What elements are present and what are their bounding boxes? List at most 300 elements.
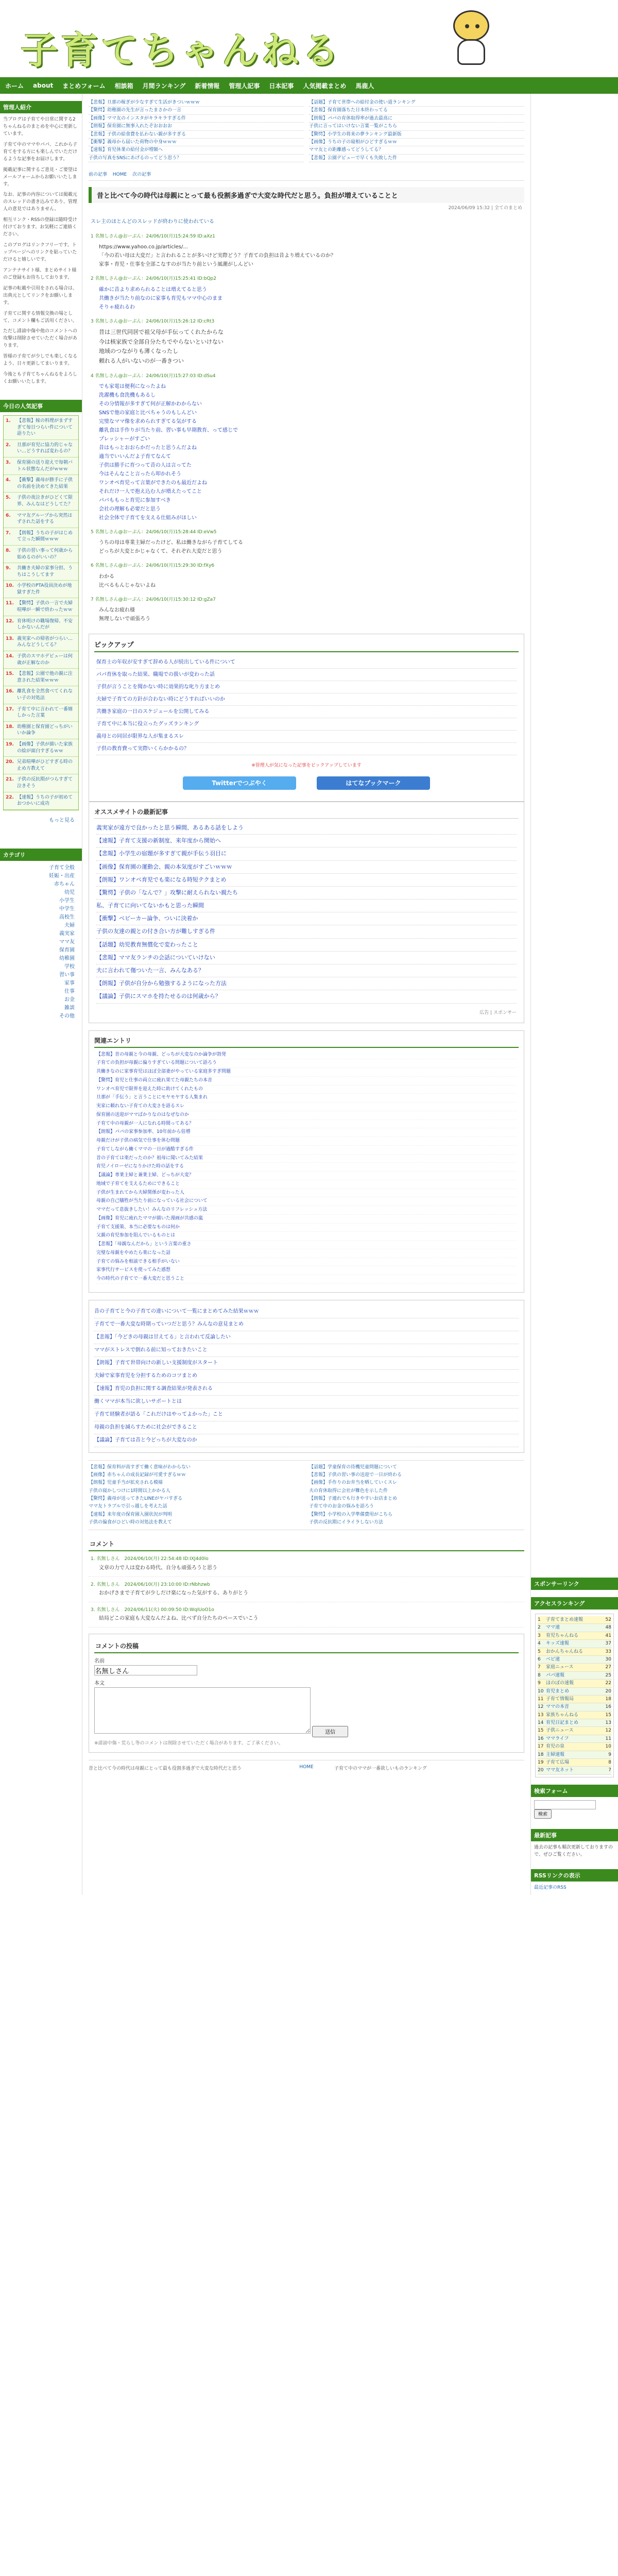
category-item[interactable]: 中学生: [59, 906, 75, 912]
recommended-link[interactable]: 【悲報】ママ友ランチの会話についていけない: [96, 952, 517, 964]
access-rank-number: 10: [538, 1688, 544, 1694]
access-rank-site[interactable]: ママ友ネット: [546, 1768, 574, 1773]
access-rank-site[interactable]: 育児ちゃんねる: [546, 1633, 579, 1638]
related-link[interactable]: 子育て支援策、本当に必要なものは何か: [96, 1224, 517, 1232]
access-ranking-item[interactable]: [538, 1751, 611, 1759]
ad-link[interactable]: ママ友トラブルで引っ越しを考えた話: [89, 1504, 167, 1510]
related-link[interactable]: 子育て中の母親が一人になれる時間ってある？: [96, 1120, 517, 1129]
prev-link[interactable]: 前の記事: [89, 172, 108, 178]
related-link[interactable]: 共働きなのに家事育児はほぼ全部妻がやっている家庭多すぎ問題: [96, 1068, 517, 1077]
access-rank-site[interactable]: ママライフ: [546, 1736, 569, 1741]
response-line: 地域のつながりも薄くなったし: [99, 348, 178, 355]
ad-link[interactable]: 【驚愕】小学校の入学準備費用がこちら: [309, 1512, 393, 1517]
ranking-title[interactable]: 子供の習い事って何歳から始めるのがいいの？: [17, 548, 73, 560]
related-link[interactable]: 地域で子育てを支えるためにできること: [96, 1180, 517, 1189]
response-list: [89, 230, 524, 626]
ad-link[interactable]: 【画像】手作りのお弁当を晒していくスレ: [309, 1480, 398, 1486]
access-ranking-item[interactable]: [538, 1696, 611, 1703]
access-rank-number: 20: [538, 1768, 544, 1773]
ad-link[interactable]: 【衝撃】義母から届いた荷物の中身ｗｗｗ: [89, 139, 304, 146]
response-line: 「今の若い母は大変だ」と言われることが多いけど実際どう？子育ての負担は昔より増えているのか？: [99, 253, 336, 259]
ranking-item[interactable]: [4, 598, 78, 616]
access-rank-site[interactable]: 育児まとめ: [546, 1688, 570, 1694]
response-line: 頼れる人がいないのが一番きつい: [99, 358, 184, 365]
related-link[interactable]: 【悲報】「母親なんだから」という言葉の重さ: [96, 1241, 517, 1249]
footer-home-link[interactable]: HOME: [299, 1765, 314, 1770]
pickup-link[interactable]: 子供が言うことを聞かない時に効果的な叱り方まとめ: [96, 681, 517, 693]
related-link[interactable]: 保育園の送迎がママばかりなのはなぜなのか: [96, 1111, 517, 1120]
category-item[interactable]: その他: [59, 1013, 75, 1019]
ranking-item[interactable]: [4, 704, 78, 722]
highlight-link[interactable]: 【悲報】「今どきの母親は甘えてる」と言われて反論したい: [94, 1331, 519, 1344]
highlight-link[interactable]: 母親の負担を減らすために社会ができること: [94, 1421, 519, 1434]
nav-item[interactable]: 馬鹿人: [355, 82, 374, 90]
category-item[interactable]: お金: [64, 996, 75, 1003]
ranking-item[interactable]: [4, 739, 78, 757]
related-link[interactable]: 【画像】育児に疲れたママが描いた漫画が共感の嵐: [96, 1215, 517, 1224]
nav-item[interactable]: 相談箱: [114, 82, 133, 90]
ad-link[interactable]: 【悲報】旦那の稼ぎが少なすぎて生活がきついｗｗｗ: [89, 99, 304, 107]
comment-item: [89, 1577, 524, 1602]
ranking-number: 6.: [6, 513, 11, 518]
recommended-link[interactable]: 【朗報】子供が自分から勉強するようになった方法: [96, 977, 517, 990]
ranking-title[interactable]: 【衝撃】義母が勝手に子供の名前を決めてきた結果: [17, 478, 73, 489]
share-buttons: [94, 770, 519, 796]
category-item[interactable]: 仕事: [64, 988, 75, 994]
related-highlight-box: [89, 1300, 524, 1453]
related-link[interactable]: 【議論】専業主婦と兼業主婦、どっちが大変？: [96, 1172, 517, 1180]
recommended-link[interactable]: 私、子育てに向いてないかもと思った瞬間: [96, 900, 517, 912]
category-item[interactable]: 妊娠・出産: [49, 873, 75, 879]
search-form: [531, 1797, 618, 1822]
comment-item: [89, 1551, 524, 1577]
ad-link[interactable]: 【驚愕】小学生の将来の夢ランキング最新版: [309, 131, 524, 139]
pickup-link[interactable]: パパ育休を取った結果、職場での扱いが変わった話: [96, 669, 517, 681]
access-rank-number: 1: [538, 1617, 541, 1622]
nav-item[interactable]: 新着情報: [195, 82, 220, 90]
response-body: [91, 243, 522, 269]
ad-link[interactable]: 夫の育休取得に会社が難色を示した件: [309, 1488, 388, 1494]
category-item[interactable]: 赤ちゃん: [54, 881, 75, 887]
category-heading: カテゴリ: [0, 849, 82, 861]
ranking-title[interactable]: 育休明けの職場復帰、不安しかないんだが: [17, 618, 73, 631]
related-link[interactable]: 母親だけが子供の病気で仕事を休む問題: [96, 1137, 517, 1146]
ranking-item[interactable]: [4, 792, 78, 810]
highlight-link[interactable]: 夫婦で家事育児を分担するためのコツまとめ: [94, 1370, 519, 1383]
article-source[interactable]: スレ主のほとんどのスレッドが終わりに使われている: [91, 219, 214, 225]
access-rank-number: 11: [538, 1696, 544, 1702]
related-link[interactable]: 子育ての悩みを相談できる相手がいない: [96, 1258, 517, 1267]
pickup-link[interactable]: 夫婦で子育ての方針が合わない時にどうすればいいのか: [96, 693, 517, 706]
ranking-item[interactable]: [4, 546, 78, 563]
related-link[interactable]: 昔の子育ては楽だったのか？祖母に聞いてみた結果: [96, 1155, 517, 1163]
nav-item[interactable]: 管理人記事: [229, 82, 260, 90]
profile-paragraph: 当ブログは子育てや日常に関する2ちゃんねるのまとめを中心に更新しています。: [3, 117, 78, 137]
recommended-link[interactable]: 【画像】保育園の運動会、親の本気度がすごいｗｗｗ: [96, 861, 517, 874]
access-ranking-item[interactable]: [538, 1743, 611, 1751]
pickup-link[interactable]: 子供の教育費って実際いくらかかるの？: [96, 743, 517, 755]
access-ranking-item[interactable]: [538, 1656, 611, 1664]
related-link[interactable]: ワンオペ育児で限界を迎えた時に助けてくれたもの: [96, 1086, 517, 1094]
access-rank-site[interactable]: 家庭ニュース: [546, 1665, 574, 1670]
pickup-box: [89, 634, 524, 802]
top-ad-links: [89, 94, 524, 167]
comment-body: 文章の力で人は変わる時代、自分も頑張ろうと思う: [99, 1565, 217, 1571]
access-rank-count: 9: [608, 1752, 611, 1757]
ranking-item[interactable]: [4, 686, 78, 704]
right-sidebar: [530, 94, 618, 1895]
category-item[interactable]: 幼稚園: [59, 955, 75, 961]
access-rank-number: 7: [538, 1665, 541, 1670]
access-rank-site[interactable]: キッズ速報: [546, 1641, 569, 1647]
hatena-bookmark-button[interactable]: はてなブックマーク: [317, 776, 430, 790]
access-ranking-item[interactable]: [538, 1640, 611, 1648]
comment-body-input[interactable]: [94, 1687, 311, 1734]
response-item: [89, 369, 524, 526]
category-item[interactable]: 家事: [64, 980, 75, 986]
access-ranking-item[interactable]: [538, 1632, 611, 1640]
category-item[interactable]: 幼児: [64, 889, 75, 895]
access-rank-count: 37: [605, 1641, 611, 1647]
category-item[interactable]: 学校: [64, 963, 75, 970]
ranking-item[interactable]: [4, 616, 78, 634]
access-rank-site[interactable]: 育児の泉: [546, 1744, 565, 1750]
access-ranking-item[interactable]: [538, 1688, 611, 1696]
response-line: それだけ一人で抱え込む人が増えたってこと: [99, 489, 202, 495]
response-item: [89, 230, 524, 272]
mascot-icon: [448, 10, 494, 67]
highlight-link[interactable]: 【朗報】子育て世帯向けの新しい支援制度がスタート: [94, 1357, 519, 1370]
rss-link[interactable]: 最近記事のRSS: [534, 1885, 566, 1890]
access-ranking-item[interactable]: [538, 1648, 611, 1656]
recommended-link[interactable]: 【朗報】ワンオペ育児でも楽になる時短テクまとめ: [96, 874, 517, 887]
ad-link[interactable]: 【画像】うちの子の寝相がひどすぎるｗｗ: [309, 139, 524, 146]
related-link[interactable]: 【悲報】昔の母親と今の母親、どっちが大変なのか論争が勃発: [96, 1051, 517, 1060]
access-ranking-item[interactable]: [538, 1735, 611, 1743]
ranking-title[interactable]: 【悲報】嫁の料理がまずすぎて毎日つらい件について語りたい: [17, 418, 73, 437]
related-link[interactable]: 【朗報】パパの家事参加率、10年前から倍増: [96, 1128, 517, 1137]
ad-link[interactable]: 【朗報】児童手当が拡充される模様: [89, 1480, 163, 1486]
ranking-number: 17.: [6, 706, 14, 712]
access-rank-count: 10: [605, 1744, 611, 1750]
footer-prev-link[interactable]: 昔と比べて今の時代は母親にとって最も役割多過ぎで大変な時代だと思う: [89, 1766, 242, 1772]
ad-link[interactable]: 子供の寝かしつけに1時間以上かかる人: [89, 1488, 170, 1494]
ranking-item[interactable]: [4, 440, 78, 457]
ad-link[interactable]: 【悲報】保育料が高すぎて働く意味がわからない: [89, 1464, 191, 1470]
ranking-title[interactable]: 【速報】うちの子が初めておつかいに成功: [17, 794, 73, 807]
recommended-link[interactable]: 夫に言われて傷ついた一言、みんなある？: [96, 964, 517, 977]
response-line: 昔はもっとおおらかだったと思うんだよね: [99, 445, 197, 451]
comment-header: 1. 名無しさん 2024/06/10(月) 22:54:48 ID:IXJ4d0lo: [91, 1556, 209, 1562]
highlight-link[interactable]: 子育てで一番大変な時期っていつだと思う？みんなの意見まとめ: [94, 1318, 519, 1331]
highlight-link[interactable]: 昔の子育てと今の子育ての違いについて一覧にまとめてみた結果ｗｗｗ: [94, 1306, 519, 1318]
response-line: 離乳食は手作りが当たり前、習い事も早期教育、って感じで: [99, 428, 238, 434]
access-rank-site[interactable]: 子育て情報局: [546, 1696, 574, 1702]
profile-paragraph: 今後とも子育てちゃんねるをよろしくお願いいたします。: [3, 372, 78, 385]
access-rank-site[interactable]: おかんちゃんねる: [546, 1649, 583, 1654]
ranking-item[interactable]: [4, 528, 78, 546]
ranking-title[interactable]: 【驚愕】子供の一言で夫婦喧嘩が一瞬で終わったｗｗ: [17, 601, 73, 613]
nav-item[interactable]: ホーム: [5, 82, 24, 90]
access-rank-number: 15: [538, 1728, 544, 1734]
ranking-title[interactable]: 子供の反抗期がつらすぎて泣きそう: [17, 777, 73, 789]
access-rank-count: 16: [605, 1704, 611, 1710]
ranking-item[interactable]: [4, 457, 78, 475]
ad-link[interactable]: 【朗報】子連れでも行きやすいお店まとめ: [309, 1496, 398, 1502]
access-ranking-item[interactable]: [538, 1703, 611, 1711]
access-rank-site[interactable]: ほのぼの速報: [546, 1681, 574, 1686]
access-rank-site[interactable]: 子供ニュース: [546, 1728, 574, 1734]
pickup-link[interactable]: 子育て中に本当に役立ったグッズランキング: [96, 718, 517, 731]
ranking-item[interactable]: [4, 722, 78, 739]
ad-link[interactable]: 【朗報】パパの育休取得率が過去最高に: [309, 115, 524, 123]
recommended-link[interactable]: 【驚愕】子供の「なんで？」攻撃に耐えられない親たち: [96, 887, 517, 900]
ranking-title[interactable]: 保育園の送り迎えで毎朝バトル状態なんだがｗｗｗ: [17, 460, 73, 472]
highlight-link[interactable]: ママがストレスで倒れる前に知っておきたいこと: [94, 1344, 519, 1357]
ranking-title[interactable]: 子供の夜泣きがひどくて限界、みんなはどうしてた？: [17, 495, 73, 507]
ranking-title[interactable]: 旦那が育児に協力的じゃない…どうすれば変わるの？: [17, 442, 73, 454]
comment-form: [89, 1634, 524, 1753]
profile-text: [0, 113, 82, 393]
profile-paragraph: アンテナサイト様、まとめサイト様のご登録もお待ちしております。: [3, 267, 77, 280]
ad-link[interactable]: 【朗報】保育園に無事入れたぞおおおお: [89, 123, 304, 130]
access-rank-number: 9: [538, 1681, 541, 1686]
access-rank-count: 48: [605, 1625, 611, 1631]
ad-link[interactable]: 【悲報】保育園落ちた日本終わってる: [309, 107, 524, 114]
related-link[interactable]: 父親の育児参加を阻んでいるものとは: [96, 1232, 517, 1241]
related-link[interactable]: 子供が生まれてから夫婦関係が変わった人: [96, 1189, 517, 1198]
ad-link[interactable]: 【悲報】子供の習い事の送迎で一日が終わる: [309, 1472, 402, 1478]
ranking-heading: 今日の人気記事: [0, 400, 82, 412]
ad-link[interactable]: 【悲報】公園デビューで早くも失敗した件: [309, 155, 524, 162]
recommended-link[interactable]: 【話題】幼児教育無償化で変わったこと: [96, 939, 517, 952]
ranking-title[interactable]: 子供のスマホデビューは何歳が正解なのか: [17, 654, 73, 666]
access-ranking-item[interactable]: [538, 1767, 611, 1774]
ranking-item[interactable]: [4, 774, 78, 792]
access-rank-site[interactable]: ママの本音: [546, 1704, 570, 1710]
footer-next-link[interactable]: 子育て中のママが一番欲しいものランキング: [334, 1766, 427, 1772]
related-link[interactable]: 子育てしながら働くママの一日が過酷すぎる件: [96, 1146, 517, 1155]
ranking-item[interactable]: [4, 651, 78, 669]
related-link[interactable]: 母親の自己犠牲が当たり前になっている社会について: [96, 1197, 517, 1206]
ranking-number: 5.: [6, 495, 11, 501]
ranking-item[interactable]: [4, 416, 78, 440]
ranking-item[interactable]: [4, 493, 78, 510]
pickup-link[interactable]: 共働き家庭の一日のスケジュールを公開してみる: [96, 706, 517, 718]
category-item[interactable]: 習い事: [59, 972, 75, 978]
ranking-title[interactable]: 【画像】子供が描いた家族の絵が面白すぎるｗｗ: [17, 741, 73, 754]
name-input[interactable]: [94, 1665, 197, 1675]
comment-header: 3. 名無しさん 2024/06/11(火) 00:09:50 ID:WqIUoO1o: [91, 1607, 214, 1613]
recommended-link[interactable]: 【議論】子供にスマホを持たせるのは何歳から？: [96, 990, 517, 1003]
related-link[interactable]: 実家に頼れない子育ての大変さを語るスレ: [96, 1103, 517, 1111]
access-rank-site[interactable]: 子育て広場: [546, 1760, 570, 1766]
ad-link[interactable]: 【話題】学童保育の待機児童問題について: [309, 1464, 397, 1470]
category-item[interactable]: 保育園: [59, 947, 75, 953]
access-ranking-item[interactable]: [538, 1624, 611, 1632]
ad-link[interactable]: 子供の反抗期にイライラしない方法: [309, 1519, 383, 1525]
ranking-title[interactable]: ママ友グループから突然はずされた話をする: [17, 513, 73, 525]
nav-item[interactable]: about: [33, 82, 54, 89]
ad-link[interactable]: 【話題】子育て世帯への給付金の使い道ランキング: [309, 99, 524, 107]
access-ranking-list: [535, 1614, 614, 1777]
submit-button[interactable]: 送信: [312, 1726, 348, 1737]
access-ranking-item[interactable]: [538, 1664, 611, 1671]
access-rank-site[interactable]: ベビ速: [546, 1656, 560, 1662]
ranking-item[interactable]: [4, 475, 78, 493]
ranking-item[interactable]: [4, 563, 78, 581]
highlight-link[interactable]: 働くママが本当に欲しいサポートとは: [94, 1396, 519, 1409]
access-ranking-item[interactable]: [538, 1727, 611, 1735]
nav-item[interactable]: 日本記事: [269, 82, 294, 90]
recommended-link[interactable]: 義実家が遠方で良かったと思う瞬間、あるある話をしよう: [96, 822, 517, 835]
comment-body: 結局どこの家庭も大変なんだよね、比べず自分たちのペースでいこう: [99, 1616, 259, 1622]
highlight-link[interactable]: 【議論】子育ては昔と今どっちが大変なのか: [94, 1434, 519, 1447]
access-ranking-item[interactable]: [538, 1616, 611, 1624]
ranking-item[interactable]: [4, 634, 78, 651]
response-line: SNSで他の家庭と比べちゃうのもしんどい: [99, 410, 197, 416]
access-rank-count: 18: [605, 1696, 611, 1702]
highlight-link[interactable]: 【速報】育児の負担に関する調査結果が発表される: [94, 1383, 519, 1396]
related-link[interactable]: 育児ノイローゼになりかけた時の話をする: [96, 1163, 517, 1172]
highlight-link[interactable]: 子育て経験者が語る「これだけはやってよかった」こと: [94, 1409, 519, 1421]
comment-form-heading: コメントの投稿: [94, 1639, 519, 1653]
response-line: 子供は勝手に育つって昔の人は言ってた: [99, 463, 192, 469]
response-header: 5 名無しさん@おーぷん：24/06/10(月)15:28:44 ID:eVw5: [91, 530, 217, 535]
related-link[interactable]: 今の時代の子育てで一番大変だと思うこと: [96, 1275, 517, 1284]
access-rank-count: 41: [605, 1633, 611, 1638]
access-rank-count: 12: [605, 1728, 611, 1734]
ad-link[interactable]: 【画像】赤ちゃんの成長記録が可愛すぎるｗｗ: [89, 1472, 186, 1478]
ranking-title[interactable]: 【朗報】うちの子がはじめて立った瞬間ｗｗｗ: [17, 530, 73, 543]
access-rank-site[interactable]: 家族ちゃんねる: [546, 1712, 579, 1718]
recommended-link[interactable]: 子供の友達の親との付き合い方が難しすぎる件: [96, 925, 517, 938]
response-header: 2 名無しさん@おーぷん：24/06/10(月)15:25:41 ID:bQp2: [91, 276, 216, 282]
response-line: 昔は三世代同居で祖父母が手伝ってくれたからな: [99, 329, 224, 336]
access-rank-number: 6: [538, 1656, 541, 1662]
ad-link[interactable]: 子供の偏食がひどい時の対処法を教えて: [89, 1519, 173, 1525]
access-rank-site[interactable]: 主婦速報: [546, 1752, 565, 1757]
more-link[interactable]: もっと見る: [49, 817, 75, 823]
response-line: 社会全体で子育てを支える仕組みがほしい: [99, 515, 197, 521]
profile-paragraph: このブログはリンクフリーです。トップページへのリンクを貼っていただけると嬉しいです。: [3, 243, 77, 262]
ad-link[interactable]: 【画像】ママ友のインスタがキラキラすぎる件: [89, 115, 304, 123]
recommended-link[interactable]: 【速報】子育て支援の新制度、来年度から開始へ: [96, 835, 517, 848]
access-ranking-item[interactable]: [538, 1719, 611, 1727]
access-ranking-item[interactable]: [538, 1672, 611, 1680]
access-ranking-item[interactable]: [538, 1711, 611, 1719]
related-link[interactable]: ママだって息抜きしたい！みんなのリフレッシュ方法: [96, 1206, 517, 1215]
ad-link[interactable]: ママ友との距離感ってどうしてる？: [309, 146, 524, 154]
category-item[interactable]: 高校生: [59, 914, 75, 920]
access-rank-count: 8: [608, 1760, 611, 1766]
ranking-title[interactable]: 兄弟喧嘩がひどすぎる時の止め方教えて: [17, 759, 73, 771]
article-date: 2024/06/09 15:32 | 全てのまとめ: [448, 206, 522, 211]
ad-link[interactable]: 子育て中のお金の悩みを語ろう: [309, 1504, 374, 1510]
access-rank-number: 14: [538, 1720, 544, 1726]
category-item[interactable]: 義実家: [59, 930, 75, 937]
response-body: [91, 328, 522, 366]
ad-link[interactable]: 【驚愕】幼稚園の先生が言ったまさかの一言: [89, 107, 304, 114]
response-line: うちの母は専業主婦だったけど、私は働きながら子育てしてる: [99, 540, 243, 546]
response-line: https://www.yahoo.co.jp/articles/...: [99, 244, 188, 250]
response-body: [91, 538, 522, 556]
access-rank-site[interactable]: パパ速報: [546, 1672, 565, 1678]
recommended-link[interactable]: 【衝撃】ベビーカー論争、ついに決着か: [96, 912, 517, 925]
ad-link[interactable]: 【速報】来年度の保育園入園状況が判明: [89, 1512, 173, 1517]
nav-item[interactable]: 月間ランキング: [142, 82, 186, 90]
profile-paragraph: 子育て中のママやパパ、これから子育てをする方にも楽しんでいただけるような記事をお届けします。: [3, 142, 78, 162]
access-rank-number: 18: [538, 1752, 544, 1757]
ranking-item[interactable]: [4, 511, 78, 528]
category-item[interactable]: 小学生: [59, 897, 75, 904]
ad-link[interactable]: 子供の写真をSNSにあげるのってどう思う？: [89, 155, 304, 162]
access-ranking-item[interactable]: [538, 1759, 611, 1767]
pickup-link[interactable]: 保育士の年収が安すぎて辞める人が続出している件について: [96, 656, 517, 669]
latest-text: 過去の記事も順次更新しておりますので、ぜひご覧ください。: [534, 1844, 613, 1857]
ranking-title[interactable]: 離乳食を全然食べてくれない子の対処法: [17, 689, 73, 701]
response-item: [89, 559, 524, 592]
related-link[interactable]: 家事代行サービスを使ってみた感想: [96, 1266, 517, 1275]
ranking-title[interactable]: 小学校のPTA役員決めが地獄すぎた件: [17, 583, 72, 595]
next-link[interactable]: 次の記事: [132, 172, 151, 178]
access-ranking-item[interactable]: [538, 1680, 611, 1687]
site-logo[interactable]: 子育てちゃんねる: [21, 28, 342, 72]
ad-link[interactable]: 【悲報】子供の給食費を払わない親が多すぎる: [89, 131, 304, 139]
ad-link[interactable]: 子供に言ってはいけない言葉一覧がこちら: [309, 123, 524, 130]
home-link[interactable]: HOME: [112, 172, 127, 178]
response-line: わかる: [99, 573, 114, 580]
ranking-title[interactable]: 義実家への帰省がつらい…みんなどうしてる？: [17, 636, 73, 648]
category-item[interactable]: 子育て全般: [49, 865, 75, 871]
category-item[interactable]: ママ友: [59, 939, 75, 945]
ad-link[interactable]: 【速報】育児休業の給付金が増額へ: [89, 146, 304, 154]
search-button[interactable]: 検索: [534, 1809, 552, 1819]
recommended-link[interactable]: 【悲報】小学生の宿題が多すぎて親が手伝う羽目に: [96, 848, 517, 860]
nav-item[interactable]: 人気掲載まとめ: [303, 82, 347, 90]
access-rank-site[interactable]: 子育てまとめ速報: [546, 1617, 583, 1622]
ranking-number: 1.: [6, 418, 11, 423]
ad-link[interactable]: 【驚愕】義母が送ってきたLINEがヤバすぎる: [89, 1496, 183, 1502]
nav-item[interactable]: まとめフォーム: [62, 82, 106, 90]
category-list: [0, 861, 82, 1024]
response-header: 7 名無しさん@おーぷん：24/06/10(月)15:30:12 ID:gZa7: [91, 597, 216, 602]
ranking-item[interactable]: [4, 669, 78, 686]
ranking-title[interactable]: 子育て中に言われて一番嬉しかった言葉: [17, 706, 73, 719]
pickup-note: ※管理人が気になった記事をピックアップしています: [251, 762, 362, 768]
ranking-item[interactable]: [4, 757, 78, 774]
ranking-item[interactable]: [4, 581, 78, 598]
ranking-title[interactable]: 【悲報】公園で他の親に注意された結果ｗｗｗ: [17, 671, 73, 683]
response-line: 今は核家族で全部自分たちでやらないといけない: [99, 338, 224, 345]
related-link[interactable]: 旦那が「手伝う」と言うことにモヤモヤする人集まれ: [96, 1094, 517, 1103]
search-input[interactable]: [534, 1800, 596, 1809]
related-link[interactable]: 子育ての負担が母親に偏りすぎている問題について語ろう: [96, 1059, 517, 1068]
category-item[interactable]: 夫婦: [64, 922, 75, 928]
pickup-link[interactable]: 義母との同居が限界な人が集まるスレ: [96, 731, 517, 743]
profile-paragraph: 記事の転載や引用をされる場合は、出典元としてリンクをお願いします。: [3, 285, 78, 306]
related-link[interactable]: 【驚愕】育児と仕事の両立に疲れ果てた母親たちの本音: [96, 1077, 517, 1086]
related-link[interactable]: 完璧な母親をやめたら楽になった話: [96, 1249, 517, 1258]
twitter-share-button[interactable]: Twitterでつぶやく: [183, 776, 296, 790]
ranking-title[interactable]: 幼稚園と保育園どっちがいいか論争: [17, 724, 73, 736]
access-rank-site[interactable]: 育児日記まとめ: [546, 1720, 579, 1726]
category-item[interactable]: 雑談: [64, 1005, 75, 1011]
profile-paragraph: 相互リンク・RSSの登録は随時受け付けております。お気軽にご連絡ください。: [3, 217, 77, 238]
access-rank-count: 15: [605, 1712, 611, 1718]
access-rank-site[interactable]: ママ速: [546, 1625, 560, 1631]
ranking-title[interactable]: 共働き夫婦の家事分担、うちはこうしてます: [17, 566, 73, 578]
